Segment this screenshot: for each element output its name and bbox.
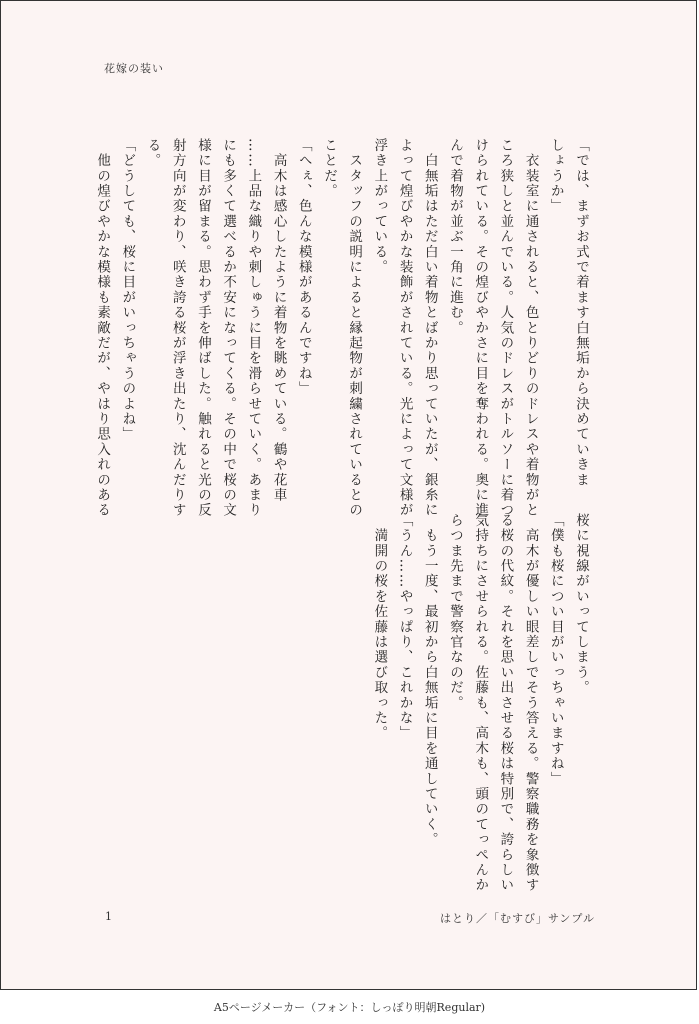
app-caption: A5ページメーカー（フォント：しっぽり明朝Regular) — [213, 1001, 486, 1014]
text-line: もう一度、最初から白無垢に目を通していく。 — [421, 513, 438, 848]
upper-text-block — [89, 138, 593, 518]
text-line: る桜の代紋。それを思い出させる桜は特別で、誇らしい — [497, 513, 514, 893]
page-number: 1 — [105, 910, 112, 923]
text-line: しょうか」 — [547, 138, 564, 214]
text-line: ことだ。 — [320, 138, 337, 199]
text-line: 衣装室に通されると、色とりどりのドレスや着物がと — [522, 138, 539, 518]
footer-credit: はとり／「むすび」サンプル — [439, 912, 595, 925]
page-header-title: 花嫁の装い — [104, 62, 164, 75]
text-line: スタッフの説明によると縁起物が刺繍されているとの — [346, 138, 363, 518]
text-line: 桜に視線がいってしまう。 — [573, 513, 589, 696]
text-line: けられている。その煌びやかさに目を奪われる。奥に進 — [472, 138, 489, 518]
lower-text-block — [366, 513, 593, 893]
text-line: 「へぇ、色んな模様があるんですね」 — [295, 138, 312, 397]
text-line: よって煌びやかな装飾がされている。光によって文様が — [396, 138, 413, 518]
text-line: 高木が優しい眼差しでそう答える。警察職務を象徴す — [522, 513, 539, 893]
text-line: 他の煌びやかな模様も素敵だが、やはり思入れのある — [94, 138, 111, 518]
text-line: 気持ちにさせられる。佐藤も、高木も、頭のてっぺんか — [472, 513, 489, 893]
text-line: 白無垢はただ白い着物とばかり思っていたが、銀糸に — [421, 138, 438, 518]
text-line: ……上品な織りや刺しゅうに目を滑らせていく。あまり — [245, 138, 262, 518]
text-line: 「では、まずお式で着ます白無垢から決めていきま — [573, 138, 589, 488]
text-line: 満開の桜を佐藤は選び取った。 — [371, 513, 388, 741]
text-line: 「うん……やっぱり、これかな」 — [396, 513, 413, 741]
text-line: んで着物が並ぶ一角に進む。 — [446, 138, 463, 336]
text-line: 射方向が変わり、咲き誇る桜が浮き出たり、沈んだりす — [169, 138, 186, 518]
text-line: 浮き上がっている。 — [371, 138, 388, 275]
text-line: ころ狭しと並んでいる。人気のドレスがトルソーに着つ — [497, 138, 514, 518]
text-line: 様に目が留まる。思わず手を伸ばした。触れると光の反 — [194, 138, 211, 518]
text-line: 「僕も桜につい目がいっちゃいますね」 — [547, 513, 564, 787]
text-line: る。 — [144, 138, 161, 169]
text-line: らつま先まで警察官なのだ。 — [446, 513, 463, 711]
text-line: 高木は感心したように着物を眺めている。鶴や花車 — [270, 138, 287, 503]
text-line: にも多くて選べるか不安になってくる。その中で桜の文 — [220, 138, 237, 518]
text-line: 「どうしても、桜に目がいっちゃうのよね」 — [119, 138, 136, 442]
